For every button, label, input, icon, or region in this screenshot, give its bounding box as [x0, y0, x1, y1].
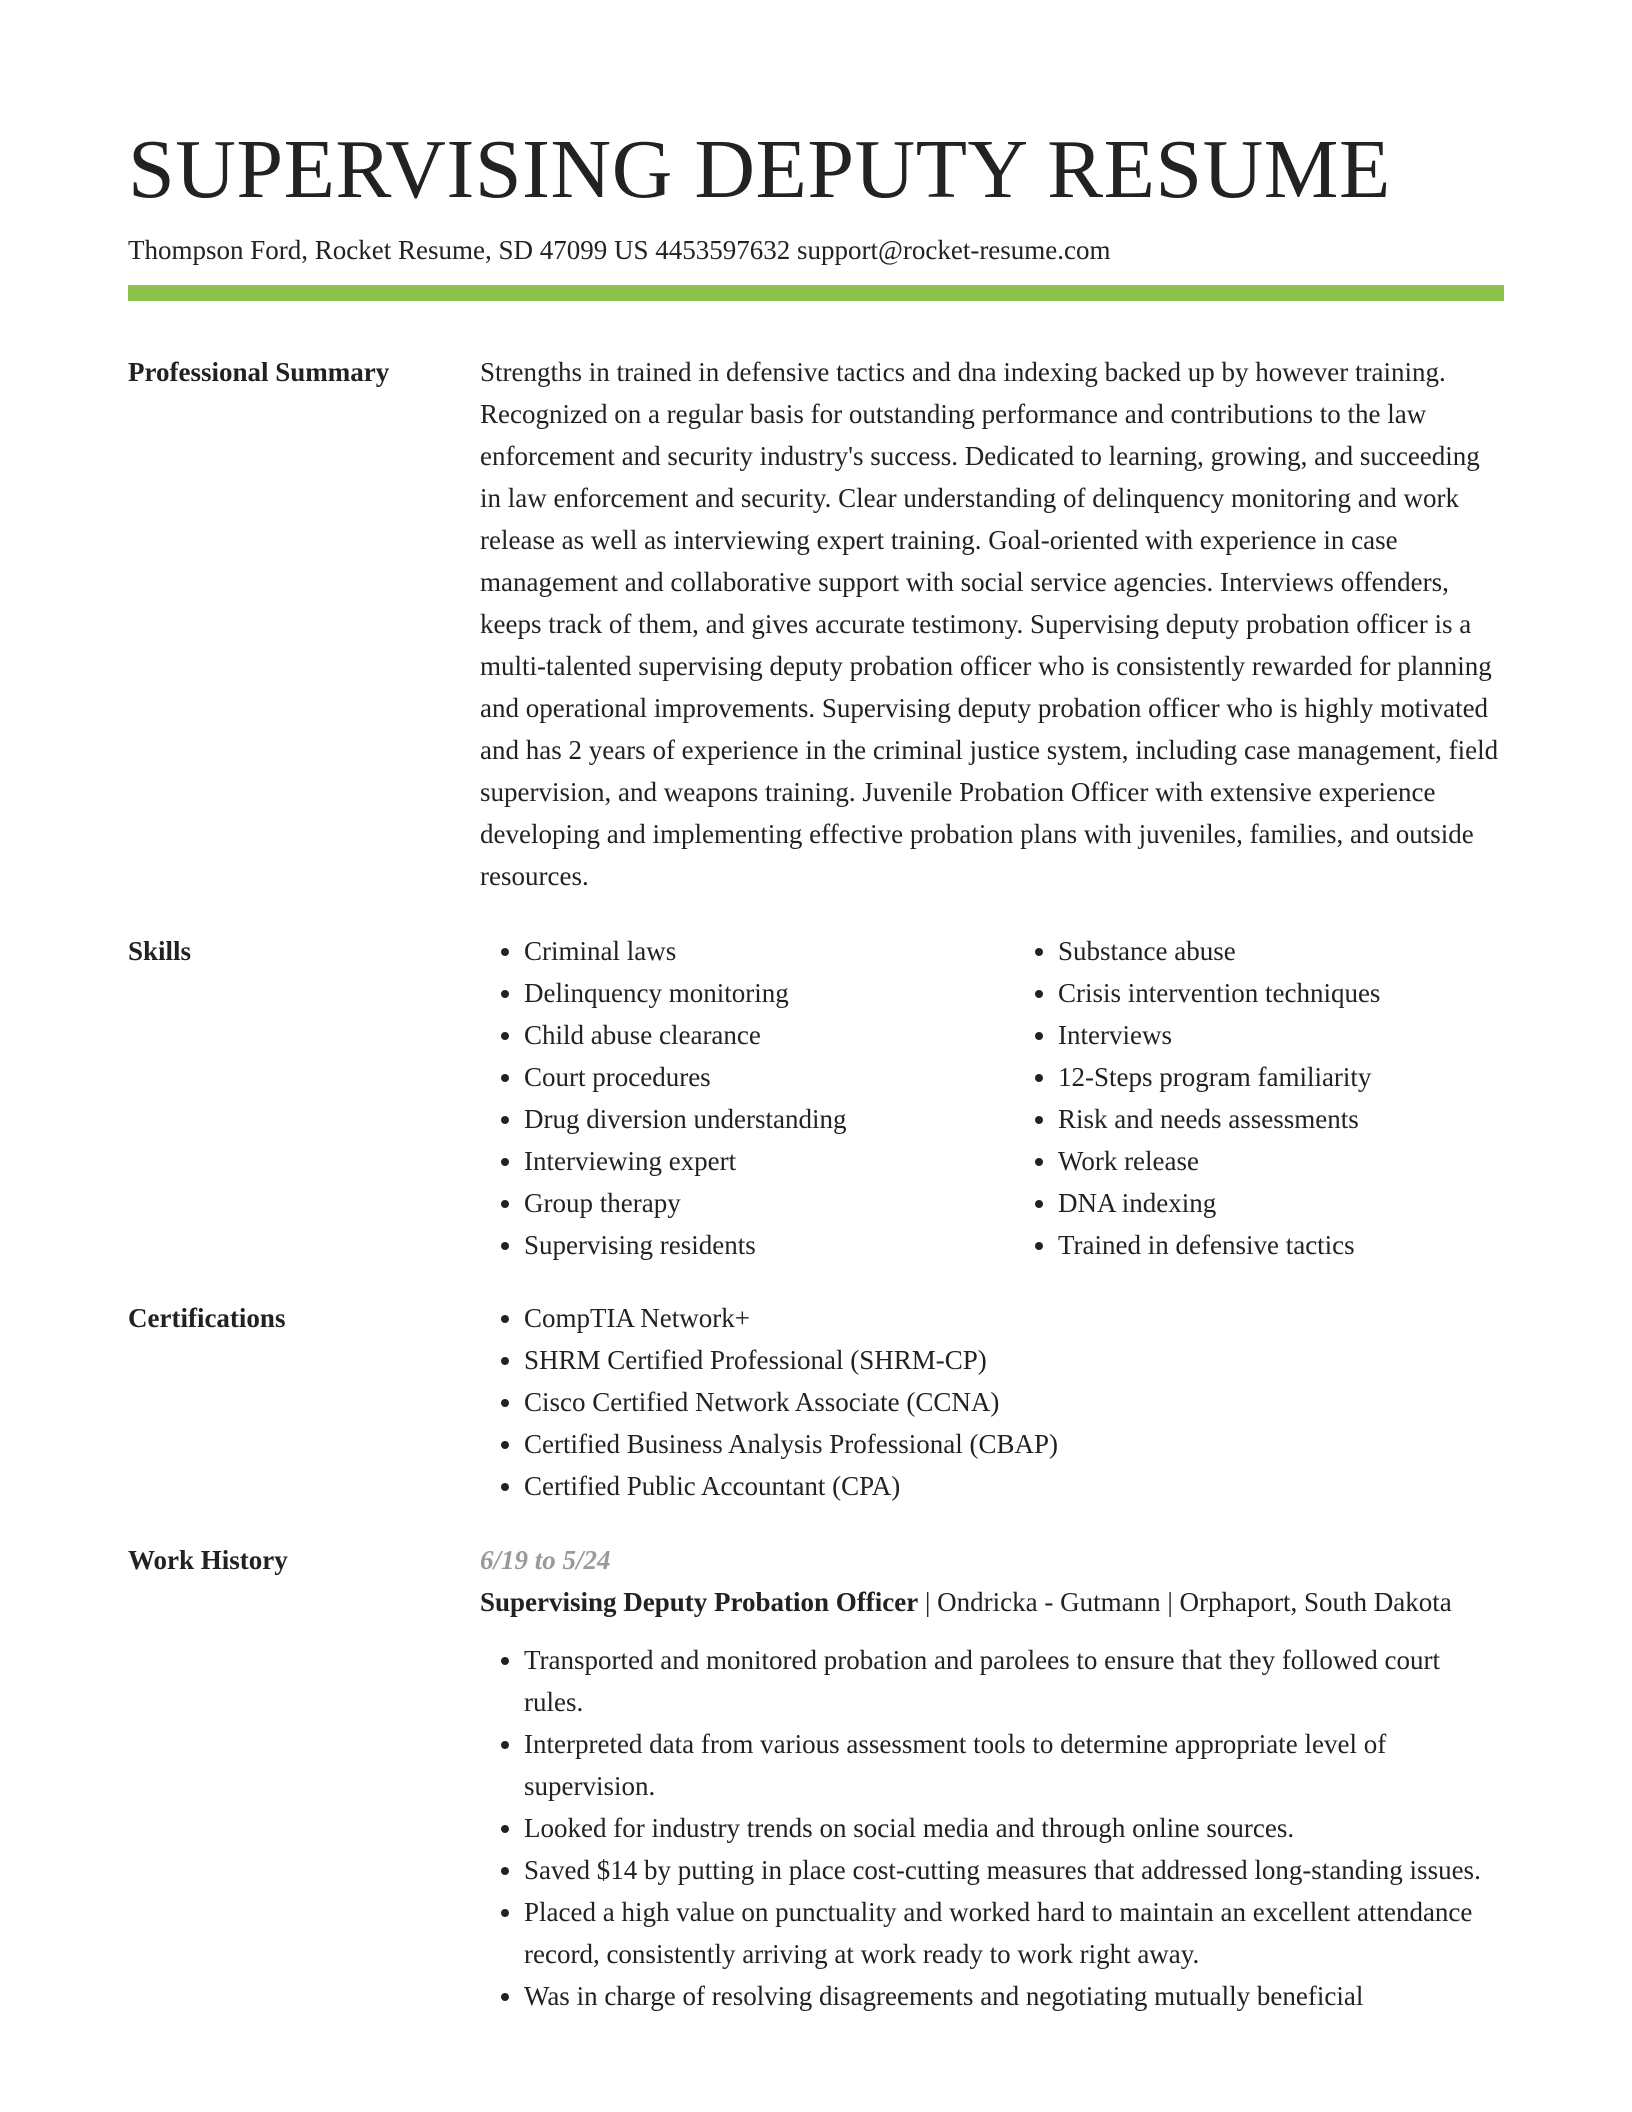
skill-item: • 12-Steps program familiarity — [1058, 1056, 1504, 1098]
skill-item: • Interviews — [1058, 1014, 1504, 1056]
certification-item: • SHRM Certified Professional (SHRM-CP) — [524, 1339, 1504, 1381]
job-dates: 6/19 to 5/24 — [480, 1545, 611, 1575]
job-title: Supervising Deputy Probation Officer — [480, 1587, 919, 1617]
skill-item: • Child abuse clearance — [524, 1014, 970, 1056]
certification-item: • CompTIA Network+ — [524, 1297, 1504, 1339]
certification-item: • Certified Public Accountant (CPA) — [524, 1465, 1504, 1507]
skill-item: • Interviewing expert — [524, 1140, 970, 1182]
resume-title: SUPERVISING DEPUTY RESUME — [128, 123, 1391, 216]
job-heading — [480, 1581, 1504, 1623]
job-bullet: • Looked for industry trends on social media and through online sources. — [524, 1807, 1504, 1849]
job-employer-location: | Ondricka - Gutmann | Orphaport, South Dakota — [918, 1587, 1452, 1617]
skills-list-right — [1014, 930, 1504, 1266]
skill-item: • Drug diversion understanding — [524, 1098, 970, 1140]
skill-item: • Risk and needs assessments — [1058, 1098, 1504, 1140]
skill-item: • Supervising residents — [524, 1224, 970, 1266]
skills-body — [480, 930, 1504, 1266]
skills-list-left — [480, 930, 970, 1266]
accent-divider — [128, 285, 1504, 301]
job-bullet: • Was in charge of resolving disagreements and negotiating mutually beneficial — [524, 1975, 1504, 2017]
certification-item: • Cisco Certified Network Associate (CCNA) — [524, 1381, 1504, 1423]
skill-item: • Delinquency monitoring — [524, 972, 970, 1014]
job-bullet: • Transported and monitored probation and parolees to ensure that they followed court rules. — [524, 1639, 1504, 1723]
job-bullets — [480, 1639, 1504, 2017]
skills-label: Skills — [128, 936, 192, 966]
work-history-body — [480, 1539, 1504, 2017]
certifications-label: Certifications — [128, 1303, 286, 1333]
job-bullet: • Saved $14 by putting in place cost-cutting measures that addressed long-standing issues. — [524, 1849, 1504, 1891]
skill-item: • Court procedures — [524, 1056, 970, 1098]
certification-item: • Certified Business Analysis Professional (CBAP) — [524, 1423, 1504, 1465]
contact-line: Thompson Ford, Rocket Resume, SD 47099 US 4453597632 support@rocket-resume.com — [128, 235, 1111, 265]
certifications-list — [480, 1297, 1504, 1507]
summary-text: Strengths in trained in defensive tactics and dna indexing backed up by however training. Recognized on a regular basis for outstanding performance and contributions to the law enforcement and security industry's success. Dedicated to learning, growing, and succeeding in law enforcement and security. Clear understanding of delinquency monitoring and work release as well as interviewing expert training. Goal-oriented with experience in case management and collaborative support with social service agencies. Interviews offenders, keeps track of them, and gives accurate testimony. Supervising deputy probation officer is a multi-talented supervising deputy probation officer who is consistently rewarded for planning and operational improvements. Supervising deputy probation officer who is highly motivated and has 2 years of experience in the criminal justice system, including case management, field supervision, and weapons training. Juvenile Probation Officer with extensive experience developing and implementing effective probation plans with juveniles, families, and outside resources. — [480, 357, 1499, 891]
job-bullet: • Placed a high value on punctuality and worked hard to maintain an excellent attendance record, consistently arriving at work ready to work right away. — [524, 1891, 1504, 1975]
job-bullet: • Interpreted data from various assessment tools to determine appropriate level of supervision. — [524, 1723, 1504, 1807]
skill-item: • Work release — [1058, 1140, 1504, 1182]
summary-label: Professional Summary — [128, 357, 390, 387]
skill-item: • Group therapy — [524, 1182, 970, 1224]
certifications-body — [480, 1297, 1504, 1507]
summary-body — [480, 351, 1504, 897]
skill-item: • Substance abuse — [1058, 930, 1504, 972]
skill-item: • DNA indexing — [1058, 1182, 1504, 1224]
skill-item: • Criminal laws — [524, 930, 970, 972]
work-history-label: Work History — [128, 1545, 288, 1575]
skill-item: • Trained in defensive tactics — [1058, 1224, 1504, 1266]
skill-item: • Crisis intervention techniques — [1058, 972, 1504, 1014]
